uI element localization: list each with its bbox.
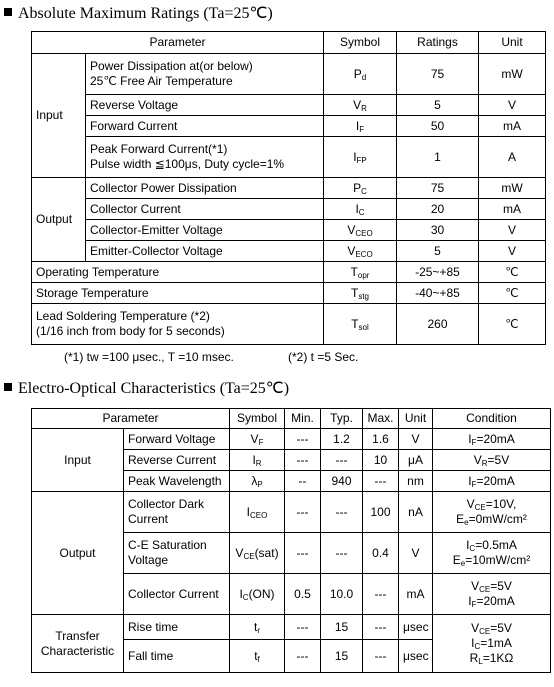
unit-cell: mW [479, 54, 546, 95]
param-line: Peak Forward Current(*1) [90, 142, 228, 156]
header-symbol: Symbol [230, 409, 285, 429]
condition-line: $V_{CE}=5V$ [471, 621, 512, 636]
max-cell: --- [363, 471, 399, 492]
symbol-cell: $I_C$ [324, 199, 397, 220]
header-parameter: Parameter [32, 32, 324, 54]
unit-cell: V [479, 95, 546, 116]
max-cell: 0.4 [363, 533, 399, 574]
param-cell [86, 54, 324, 95]
param-line: Pulse width ≦100μs, Duty cycle=1% [90, 157, 285, 171]
condition-line: $V_{CE}=5V$ [471, 579, 512, 594]
typ-cell: --- [321, 492, 363, 533]
symbol-cell: $V_{ECO}$ [324, 241, 397, 262]
table-header-row [32, 409, 551, 429]
unit-cell: ℃ [479, 304, 546, 345]
header-symbol: Symbol [324, 32, 397, 54]
group-output: Output [32, 178, 86, 262]
rating-cell: 5 [397, 95, 479, 116]
param-cell: Forward Current [86, 116, 324, 137]
unit-cell: ℃ [479, 283, 546, 304]
condition-cell [433, 615, 551, 673]
min-cell: --- [285, 533, 321, 574]
param-cell: Reverse Voltage [86, 95, 324, 116]
max-cell: 100 [363, 492, 399, 533]
symbol-cell: $I_{FP}$ [324, 137, 397, 178]
symbol-cell: $T_{stg}$ [324, 283, 397, 304]
unit-cell: V [479, 241, 546, 262]
group-input: Input [32, 429, 124, 492]
unit-cell: mW [479, 178, 546, 199]
symbol-cell: $T_{sol}$ [324, 304, 397, 345]
header-max: Max. [363, 409, 399, 429]
header-min: Min. [285, 409, 321, 429]
param-line: C-E Saturation [128, 538, 207, 552]
max-cell: --- [363, 640, 399, 673]
rating-cell: 75 [397, 54, 479, 95]
bullet-square-icon [4, 8, 12, 16]
unit-cell: mA [479, 199, 546, 220]
condition-cell [433, 533, 551, 574]
table-header-row [32, 32, 546, 54]
typ-cell: 15 [321, 640, 363, 673]
rating-cell: 50 [397, 116, 479, 137]
param-cell: Reverse Current [124, 450, 230, 471]
header-ratings: Ratings [397, 32, 479, 54]
typ-cell: 15 [321, 615, 363, 640]
max-cell: --- [363, 574, 399, 615]
rating-cell: 75 [397, 178, 479, 199]
symbol-cell: $P_d$ [324, 54, 397, 95]
min-cell: --- [285, 640, 321, 673]
rating-cell: 5 [397, 241, 479, 262]
param-line: (1/16 inch from body for 5 seconds) [36, 324, 225, 338]
param-cell [32, 304, 324, 345]
table-row [32, 304, 546, 345]
param-cell: Operating Temperature [32, 262, 324, 283]
symbol-cell: $V_{CEO}$ [324, 220, 397, 241]
rating-cell: -25~+85 [397, 262, 479, 283]
table-row [32, 116, 546, 137]
table-row [32, 615, 551, 640]
rating-cell: 1 [397, 137, 479, 178]
symbol-cell: $V_F$ [230, 429, 285, 450]
symbol-cell: $t_r$ [230, 615, 285, 640]
max-cell: --- [363, 615, 399, 640]
unit-cell: mA [399, 574, 433, 615]
max-cell: 1.6 [363, 429, 399, 450]
group-output: Output [32, 492, 124, 615]
param-cell: Rise time [124, 615, 230, 640]
group-transfer [32, 615, 124, 673]
unit-cell: μA [399, 450, 433, 471]
table-row [32, 199, 546, 220]
condition-line: $I_C=0.5mA$ [466, 538, 517, 553]
unit-cell: ℃ [479, 262, 546, 283]
footnote-2: (*2) t =5 Sec. [288, 350, 359, 364]
max-cell: 10 [363, 450, 399, 471]
param-cell: Collector Current [86, 199, 324, 220]
table-row [32, 429, 551, 450]
param-line: 25℃ Free Air Temperature [90, 74, 233, 88]
symbol-cell: $I_{CEO}$ [230, 492, 285, 533]
param-cell: Forward Voltage [124, 429, 230, 450]
group-line: Transfer [55, 628, 100, 643]
param-cell [124, 533, 230, 574]
symbol-cell: $V_R$ [324, 95, 397, 116]
condition-line: $R_L=1K\Omega$ [469, 651, 514, 666]
table-row [32, 95, 546, 116]
condition-line: $I_F=20mA$ [468, 594, 515, 609]
min-cell: --- [285, 615, 321, 640]
min-cell: --- [285, 429, 321, 450]
typ-cell: --- [321, 450, 363, 471]
symbol-cell: $V_{CE}(sat)$ [230, 533, 285, 574]
param-line: Power Dissipation at(or below) [90, 59, 253, 73]
header-unit: Unit [399, 409, 433, 429]
symbol-cell: $I_C(ON)$ [230, 574, 285, 615]
unit-cell: V [399, 429, 433, 450]
unit-cell: V [399, 533, 433, 574]
param-line: Voltage [128, 553, 169, 567]
condition-line: $V_{CE}=10V$, [466, 497, 517, 512]
typ-cell: --- [321, 533, 363, 574]
header-parameter: Parameter [32, 409, 230, 429]
condition-line: $E_e=10mW$/cm² [452, 553, 531, 568]
table-row [32, 262, 546, 283]
condition-cell: $I_F=20mA$ [433, 471, 551, 492]
symbol-cell: $I_R$ [230, 450, 285, 471]
symbol-cell: $I_F$ [324, 116, 397, 137]
rating-cell: 20 [397, 199, 479, 220]
param-cell: Fall time [124, 640, 230, 673]
rating-cell: -40~+85 [397, 283, 479, 304]
abs-max-table [31, 31, 546, 345]
symbol-cell: $T_{opr}$ [324, 262, 397, 283]
table-row [32, 137, 546, 178]
param-cell: Storage Temperature [32, 283, 324, 304]
typ-cell: 940 [321, 471, 363, 492]
condition-cell [433, 492, 551, 533]
header-unit: Unit [479, 32, 546, 54]
table-row [32, 492, 551, 533]
symbol-cell: $t_f$ [230, 640, 285, 673]
condition-cell: $V_R=5V$ [433, 450, 551, 471]
condition-cell [433, 574, 551, 615]
param-cell: Emitter-Collector Voltage [86, 241, 324, 262]
rating-cell: 30 [397, 220, 479, 241]
unit-cell: A [479, 137, 546, 178]
bullet-square-icon [4, 383, 12, 391]
unit-cell: V [479, 220, 546, 241]
min-cell: --- [285, 450, 321, 471]
param-cell: Collector Power Dissipation [86, 178, 324, 199]
min-cell: --- [285, 492, 321, 533]
unit-cell: μsec [399, 640, 433, 673]
typ-cell: 10.0 [321, 574, 363, 615]
param-cell: Peak Wavelength [124, 471, 230, 492]
symbol-cell: $\lambda_P$ [230, 471, 285, 492]
condition-line: $I_C=1mA$ [471, 636, 512, 651]
header-condition: Condition [433, 409, 551, 429]
param-line: Lead Soldering Temperature (*2) [36, 309, 210, 323]
condition-cell: $I_F=20mA$ [433, 429, 551, 450]
group-input: Input [32, 54, 86, 178]
table-row [32, 283, 546, 304]
unit-cell: nA [399, 492, 433, 533]
rating-cell: 260 [397, 304, 479, 345]
table-row [32, 241, 546, 262]
condition-line: $E_e=0mW$/cm² [456, 512, 527, 527]
eo-title: Electro-Optical Characteristics (Ta=25℃) [4, 378, 289, 398]
abs-max-title: Absolute Maximum Ratings (Ta=25℃) [4, 3, 273, 23]
header-typ: Typ. [321, 409, 363, 429]
symbol-cell: $P_C$ [324, 178, 397, 199]
min-cell: -- [285, 471, 321, 492]
footnote-1: (*1) tw =100 μsec., T =10 msec. [64, 350, 234, 364]
footnotes [0, 350, 554, 366]
param-cell: Collector Current [124, 574, 230, 615]
param-line: Collector Dark [128, 497, 205, 511]
group-line: Characteristic [40, 643, 115, 658]
unit-cell: nm [399, 471, 433, 492]
param-cell [124, 492, 230, 533]
table-row [32, 220, 546, 241]
param-line: Current [128, 512, 169, 526]
unit-cell: μsec [399, 615, 433, 640]
unit-cell: mA [479, 116, 546, 137]
typ-cell: 1.2 [321, 429, 363, 450]
table-row [32, 178, 546, 199]
min-cell: 0.5 [285, 574, 321, 615]
eo-table [31, 408, 551, 673]
param-cell [86, 137, 324, 178]
param-cell: Collector-Emitter Voltage [86, 220, 324, 241]
table-row [32, 54, 546, 95]
